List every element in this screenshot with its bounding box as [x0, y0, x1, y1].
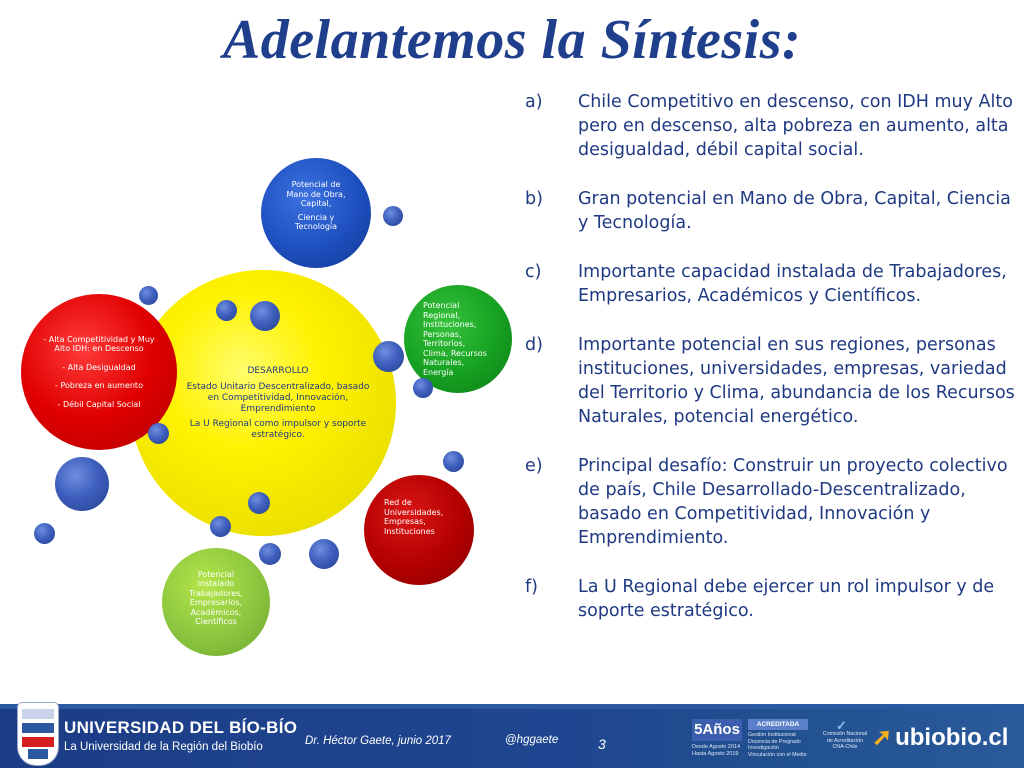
slide-title: Adelantemos la Síntesis: [222, 9, 802, 71]
summary-item-b [525, 187, 1020, 235]
universities-network-circle [364, 475, 474, 585]
item-marker: c) [525, 262, 542, 282]
item-marker: f) [525, 577, 538, 597]
arrow-icon: ➚ [872, 724, 893, 751]
decorative-sphere [210, 516, 231, 537]
accreditation-area: Vinculación con el Medio [748, 751, 807, 758]
item-marker: d) [525, 335, 543, 355]
page-number: 3 [598, 736, 606, 752]
installed-potential-text: Potencial instalado Trabajadores, Empresarios, Académicos, Científicos [189, 569, 243, 626]
accreditation-agency [820, 731, 870, 751]
accreditation-badge [690, 717, 870, 761]
challenges-line2: - Alta Desigualdad [62, 362, 136, 372]
decorative-sphere [250, 301, 280, 331]
decorative-sphere [148, 423, 169, 444]
regional-potential-circle [404, 285, 512, 393]
summary-item-f [525, 575, 1020, 623]
summary-item-e [525, 454, 1020, 550]
university-branding [64, 718, 297, 753]
universities-network-text: Red de Universidades, Empresas, Instituciones [384, 498, 444, 536]
accreditation-years: 5Años [692, 719, 742, 741]
development-heading: DESARROLLO [247, 365, 309, 376]
footer-author: Dr. Héctor Gaete, junio 2017 [305, 735, 451, 747]
development-line1: Estado Unitario Descentralizado, basado en Competitividad, Innovación, Emprendimiento [186, 381, 370, 414]
regional-potential-text: Potencial Regional, Instituciones, Personas, Territorios, Clima, Recursos Naturales, Energía [423, 301, 487, 377]
accreditation-period-end: Hasta Agosto 2019 [692, 751, 739, 757]
item-text: La U Regional debe ejercer un rol impulsor y de soporte estratégico. [578, 577, 995, 621]
decorative-sphere [373, 341, 404, 372]
item-text: Gran potencial en Mano de Obra, Capital, Ciencia y Tecnología. [578, 189, 1011, 233]
item-marker: b) [525, 189, 543, 209]
university-shield-icon [18, 703, 58, 765]
installed-potential-circle [162, 548, 270, 656]
decorative-sphere [139, 286, 158, 305]
workforce-line1: Potencial de Mano de Obra, Capital, [286, 180, 346, 209]
accreditation-area: Gestión Institucional [748, 732, 796, 738]
cna-logo-icon: ✓ [836, 718, 847, 733]
summary-list [525, 90, 1020, 648]
challenges-line3: - Pobreza en aumento [55, 381, 143, 391]
footer-handle: @hggaete [505, 734, 559, 746]
decorative-sphere [216, 300, 237, 321]
university-subtitle: La Universidad de la Región del Biobío [64, 741, 263, 753]
item-text: Importante potencial en sus regiones, personas instituciones, universidades, empresas, variedad del Territorio y Clima, abundancia de los Recursos Naturales, potencial energético. [578, 335, 1015, 427]
workforce-line2: Ciencia y Tecnología [294, 212, 338, 232]
challenges-line4: - Débil Capital Social [57, 399, 141, 409]
accreditation-areas [748, 732, 807, 758]
accreditation-period [692, 744, 740, 758]
summary-item-c [525, 260, 1020, 308]
accreditation-period-start: Desde Agosto 2014 [692, 744, 741, 750]
decorative-sphere [309, 539, 339, 569]
agency-line: de Acreditación [826, 737, 864, 744]
website-text: ubiobio.cl [895, 724, 1009, 751]
decorative-sphere [34, 523, 55, 544]
development-line2: La U Regional como impulsor y soporte estratégico. [189, 418, 367, 440]
summary-item-d [525, 333, 1020, 429]
item-text: Importante capacidad instalada de Trabajadores, Empresarios, Académicos y Científicos. [578, 262, 1007, 306]
accreditation-area: Docencia de Pregrado [748, 738, 801, 745]
agency-line: Comisión Nacional [822, 731, 868, 737]
decorative-sphere [413, 378, 433, 398]
decorative-sphere [55, 457, 109, 511]
item-marker: a) [525, 92, 543, 112]
university-name: UNIVERSIDAD DEL BÍO-BÍO [64, 718, 298, 737]
footer-bar [0, 709, 1024, 768]
decorative-sphere [248, 492, 270, 514]
item-text: Principal desafío: Construir un proyecto colectivo de país, Chile Desarrollado-Descentralizado, basado en Competitividad, Innovación y Emprendimiento. [578, 456, 1008, 548]
decorative-sphere [259, 543, 281, 565]
accreditation-area: Investigación [748, 745, 779, 751]
accreditation-label: ACREDITADA [748, 719, 808, 730]
item-text: Chile Competitivo en descenso, con IDH muy Alto pero en descenso, alta pobreza en aumento, alta desigualdad, débil capital social. [578, 92, 1013, 160]
decorative-sphere [443, 451, 464, 472]
website-link[interactable] [872, 723, 1008, 752]
item-marker: e) [525, 456, 543, 476]
workforce-potential-circle [261, 158, 371, 268]
agency-line: CNA-Chile [832, 744, 858, 750]
summary-item-a [525, 90, 1020, 162]
challenges-line1: - Alta Competitividad y Muy Alto IDH: en Descenso [43, 334, 155, 354]
decorative-sphere [383, 206, 403, 226]
footer-divider [0, 704, 1024, 709]
